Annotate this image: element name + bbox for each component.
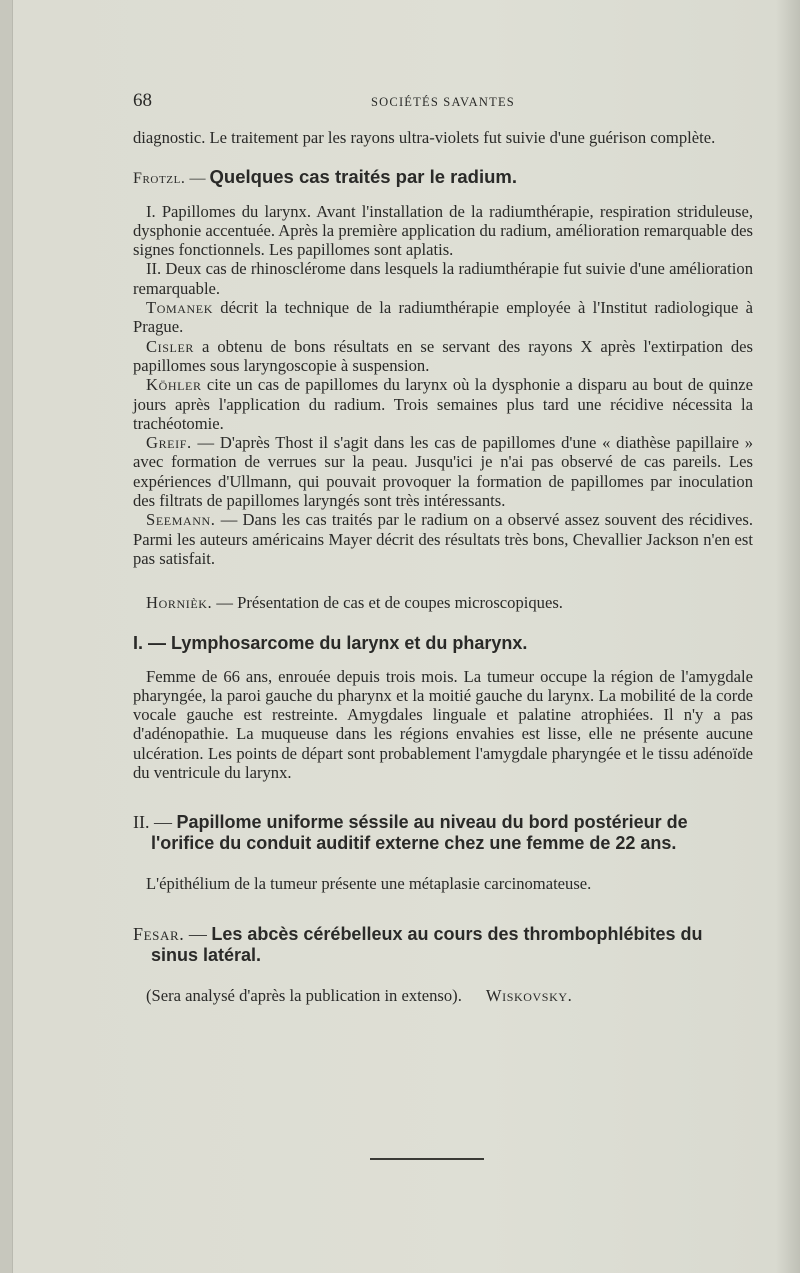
author-cisler: Cisler (146, 336, 195, 356)
running-title: SOCIÉTÉS SAVANTES (371, 95, 515, 109)
dash: — (185, 170, 210, 188)
paragraph-continuation: diagnostic. Le traitement par les rayons ultra-violets fut suivie d'une guérison complète. (133, 128, 716, 147)
author-fesar: Fesar. (133, 923, 185, 944)
paragraph-kohler (133, 375, 753, 433)
heading-fesar (133, 924, 753, 966)
text-analysis-note: (Sera analysé d'après la publication in extenso). (146, 985, 462, 1005)
author-kohler: Köhler (146, 375, 202, 395)
paragraph-seemann (133, 510, 753, 568)
paragraph-analysis-note (133, 986, 753, 1005)
paragraph-greif (133, 433, 753, 510)
author-frotzl: Frotzl. (133, 170, 186, 188)
paragraph-lymphosarcome: Femme de 66 ans, enrouée depuis trois mois. La tumeur occupe la région de l'amygdale pharyngée, la paroi gauche du pharynx et la moitié gauche du larynx. La mobilité de la corde vocale gauche est restreinte. Amygdales linguale et palatine atrophiées. Il n'y a pas d'adénopathie. La muqueuse dans les régions envahies est lisse, elle ne présente aucune ulcération. Les points de départ sont probablement l'amygdale pharyngée et le tissu adénoïde du ventricule du larynx. (133, 666, 753, 783)
text-seemann: — Dans les cas traités par le radium on a observé assez souvent des récidives. Parmi les auteurs américains Mayer décrit des résultats très bons, Chevallier Jackson n'en est pas satisfait. (133, 510, 753, 568)
text-greif: — D'après Thost il s'agit dans les cas de papillomes d'une « diathèse papillaire » avec formation de verrues sur la peau. Jusqu'ici je n'ai pas observé de cas pareils. Les expériences d'Ullmann, qui pouvait provoquer la formation de papillomes par inoculation des filtrats de papillomes laryngés sont très intéressants. (133, 433, 753, 511)
paragraph-tomanek (133, 298, 753, 337)
heading-title-frotzl: Quelques cas traités par le radium. (209, 166, 517, 188)
heading-lymphosarcome: I. — Lymphosarcome du larynx et du pharynx. (133, 632, 528, 653)
page-edge (0, 0, 13, 1273)
author-horniek: Hornièk. (146, 593, 213, 613)
paragraph-papillomes: I. Papillomes du larynx. Avant l'installation de la radiumthérapie, respiration striduleuse, dysphonie accentuée. Après la première application du radium, amélioration remarquable des signes fonctionnels. Les papillomes sont aplatis. (133, 201, 753, 260)
heading-papillome (133, 812, 753, 854)
text-tomanek: décrit la technique de la radiumthérapie employée à l'Institut radiologique à Prague. (133, 298, 753, 337)
page-body (133, 128, 753, 1005)
text-cisler: a obtenu de bons résultats en se servant des rayons X après l'extirpation des papillomes sous laryngoscopie à suspension. (133, 336, 753, 375)
text-kohler: cite un cas de papillomes du larynx où la dysphonie a disparu au bout de quinze jours après l'application du radium. Trois semaines plus tard une récidive nécessita la trachéotomie. (133, 375, 753, 433)
author-seemann: Seemann. (146, 510, 216, 530)
heading-number-papillome: II. — (133, 812, 177, 833)
author-greif: Greif. (146, 433, 192, 453)
page-number: 68 (133, 90, 152, 111)
paragraph-cisler (133, 337, 753, 376)
text-horniek: — Présentation de cas et de coupes microscopiques. (212, 593, 563, 613)
author-tomanek: Tomanek (146, 298, 214, 318)
dash: — (184, 923, 212, 944)
paragraph-epithelium: L'épithélium de la tumeur présente une métaplasie carcinomateuse. (146, 874, 592, 894)
heading-title-fesar: Les abcès cérébelleux au cours des thrombophlébites du sinus latéral. (151, 923, 703, 965)
page-header (133, 90, 753, 116)
heading-title-papillome: Papillome uniforme séssile au niveau du bord postérieur de l'orifice du conduit auditif externe chez une femme de 22 ans. (151, 812, 688, 854)
paragraph-horniek (133, 593, 753, 612)
section-heading-frotzl (133, 167, 753, 188)
paragraph-rhinosclerome: II. Deux cas de rhinosclérome dans lesquels la radiumthérapie fut suivie d'une amélioration remarquable. (133, 259, 753, 298)
author-signature: Wiskovsky. (485, 985, 573, 1005)
end-rule (370, 1158, 484, 1160)
